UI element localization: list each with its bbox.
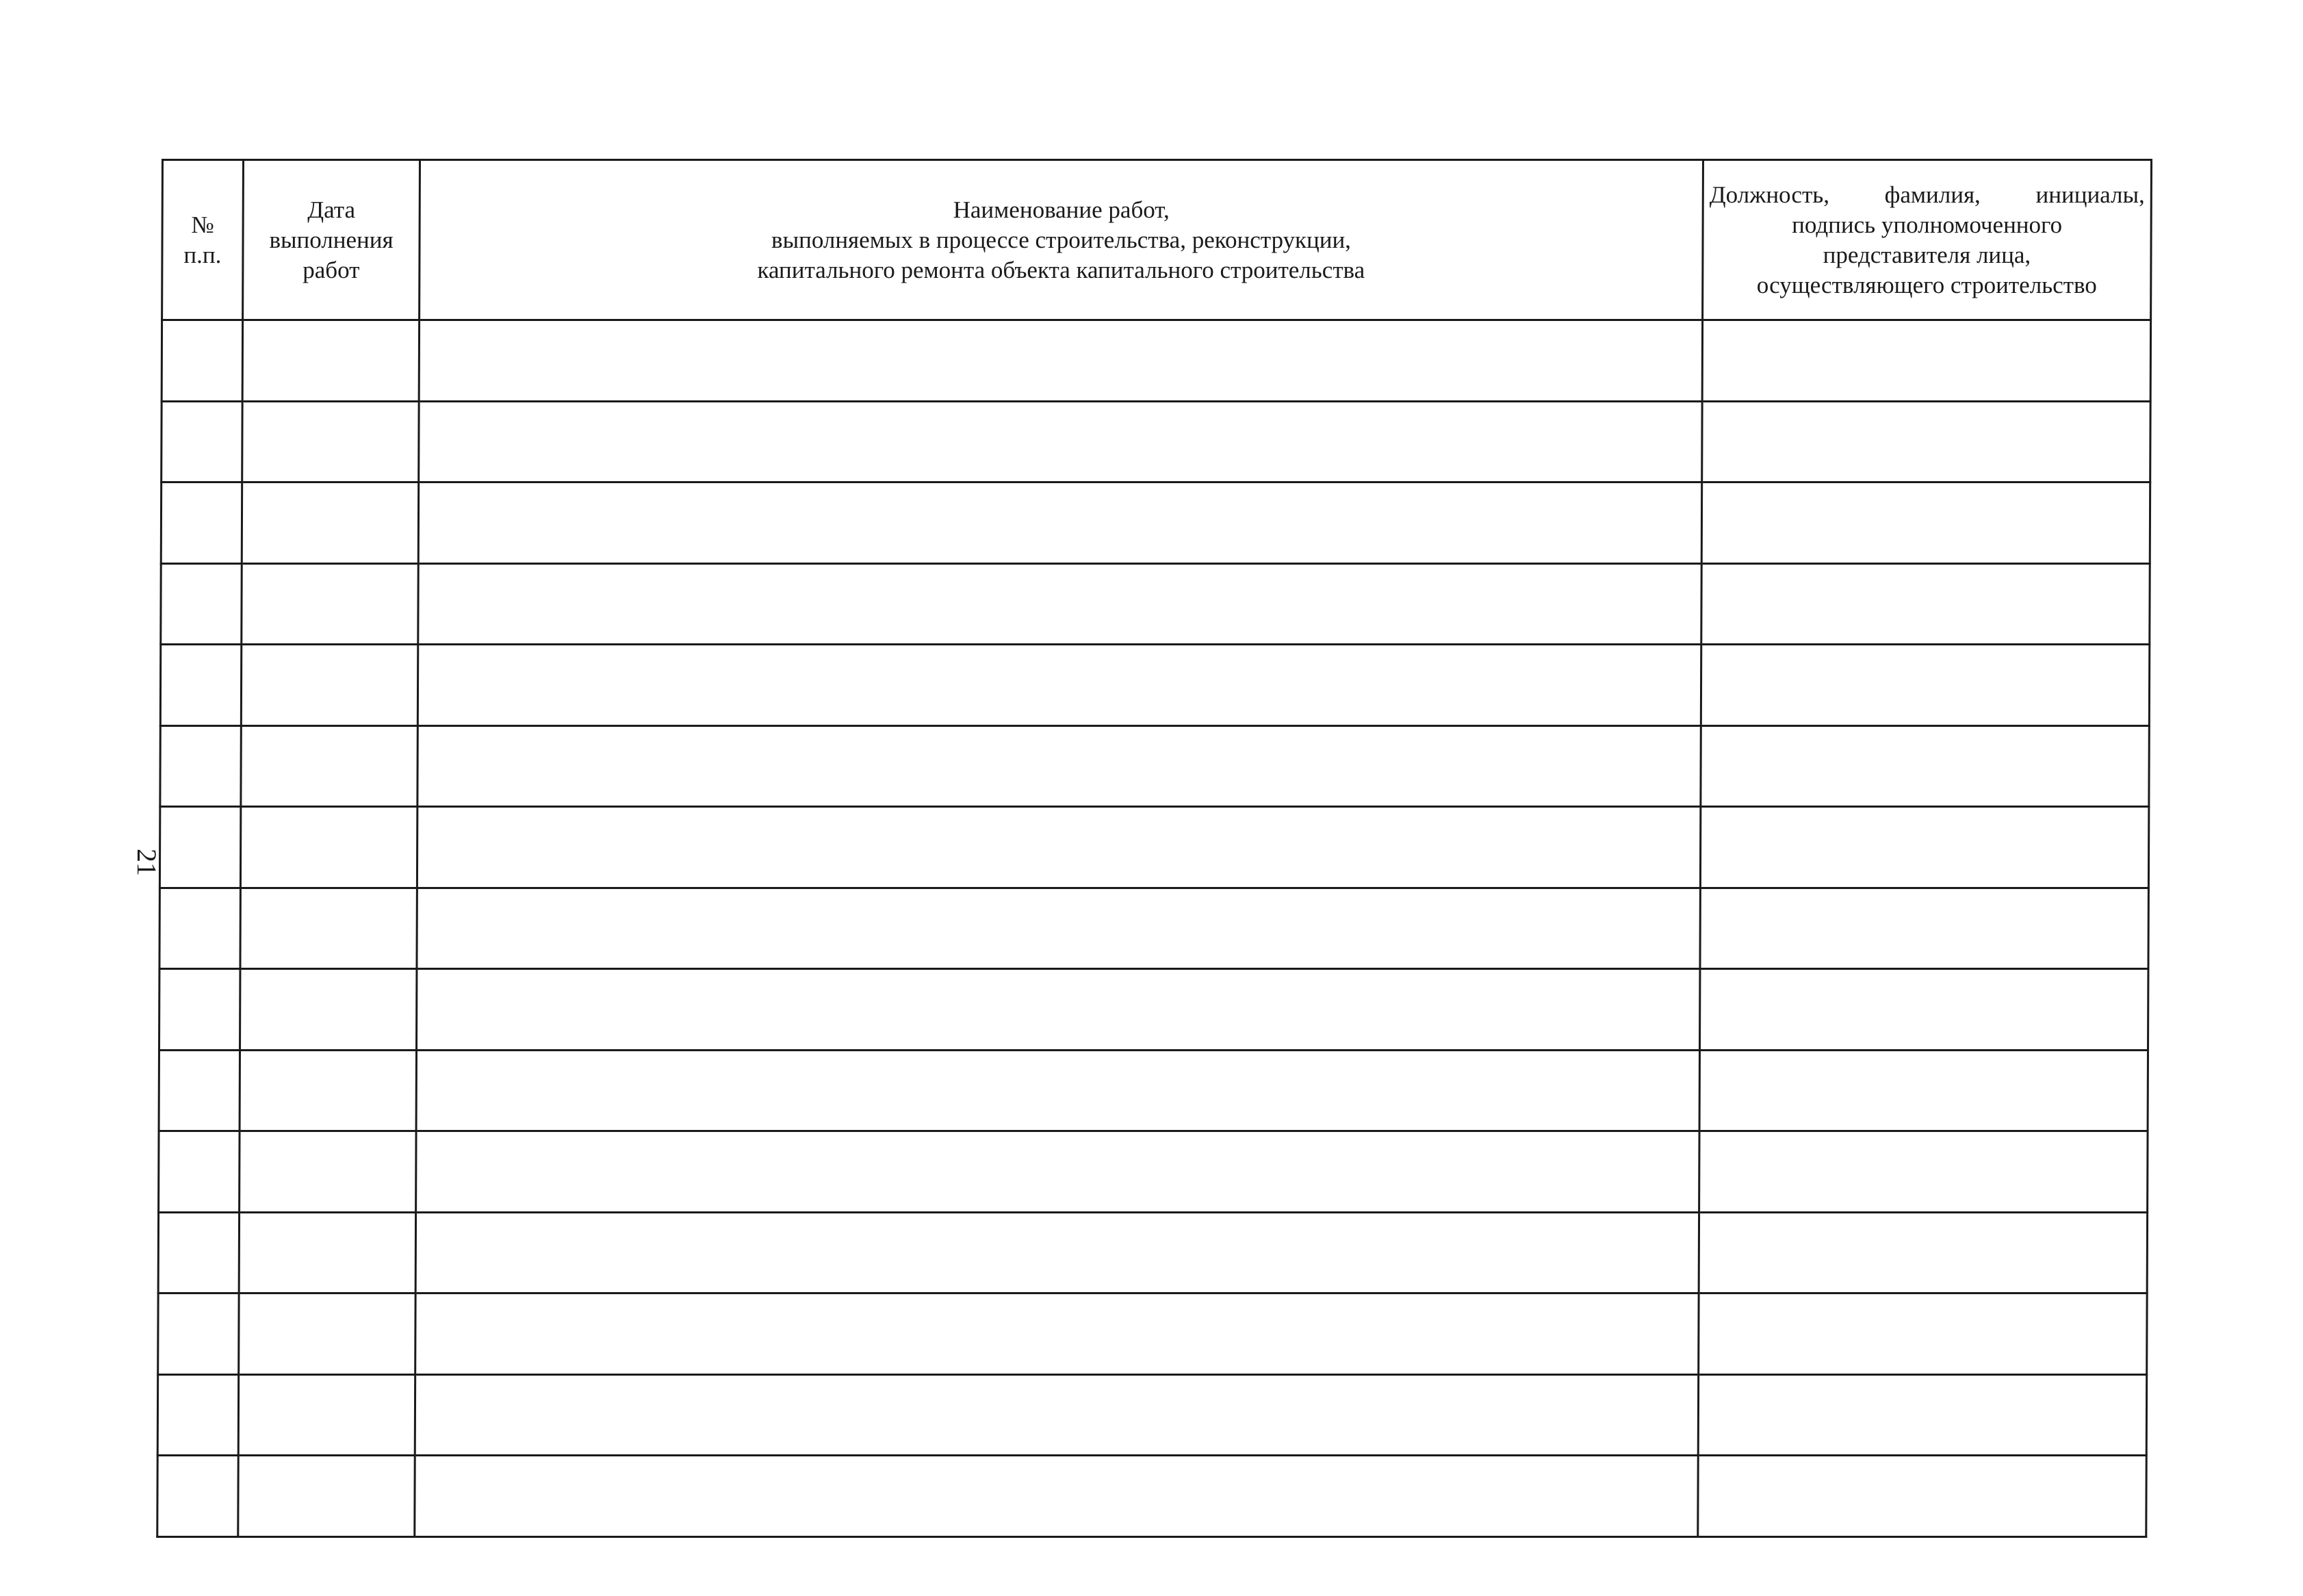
table-row <box>162 320 2150 402</box>
cell-date <box>242 320 419 402</box>
header-work-name-line: капитального ремонта объекта капитального строительства <box>757 256 1365 283</box>
cell-date <box>240 807 417 888</box>
cell-number <box>160 645 241 726</box>
header-number <box>162 160 244 320</box>
table-row <box>159 969 2148 1051</box>
cell-number <box>157 1374 238 1456</box>
cell-signatory <box>1701 482 2150 564</box>
cell-work-name <box>417 807 1700 888</box>
cell-date <box>240 888 417 969</box>
table-header <box>162 160 2152 320</box>
table-row <box>161 563 2150 645</box>
cell-work-name <box>415 1293 1699 1375</box>
cell-signatory <box>1698 1374 2146 1456</box>
cell-signatory <box>1702 401 2150 482</box>
cell-work-name <box>419 320 1702 402</box>
page-number: 21 <box>131 849 162 876</box>
cell-date <box>241 645 417 726</box>
cell-number <box>160 725 241 807</box>
table-body <box>157 320 2151 1537</box>
cell-signatory <box>1701 645 2149 726</box>
table-row <box>159 888 2148 969</box>
cell-date <box>240 969 417 1051</box>
header-signatory-line: осуществляющего строительство <box>1756 271 2097 298</box>
header-number-line: № <box>191 211 214 238</box>
cell-signatory <box>1699 1293 2147 1375</box>
cell-number <box>159 888 240 969</box>
table-row <box>162 401 2150 482</box>
table-row <box>160 725 2149 807</box>
cell-signatory <box>1698 1456 2146 1537</box>
cell-signatory <box>1699 1131 2148 1213</box>
cell-signatory <box>1699 1050 2148 1131</box>
cell-work-name <box>418 563 1701 645</box>
cell-work-name <box>415 1374 1698 1456</box>
cell-number <box>158 1212 239 1293</box>
table-row <box>157 1374 2146 1456</box>
table-row <box>159 1131 2148 1213</box>
cell-date <box>240 1050 416 1131</box>
cell-signatory <box>1700 807 2148 888</box>
cell-signatory <box>1700 888 2148 969</box>
cell-number <box>162 401 242 482</box>
cell-date <box>242 482 418 564</box>
header-signatory-line: представителя лица, <box>1823 241 2031 268</box>
cell-date <box>238 1374 415 1456</box>
cell-work-name <box>417 969 1700 1051</box>
cell-work-name <box>419 401 1702 482</box>
cell-date <box>238 1456 415 1537</box>
header-date-line: выполнения <box>269 226 394 253</box>
cell-number <box>159 969 240 1051</box>
work-journal-table <box>156 159 2152 1538</box>
header-date <box>243 160 420 320</box>
table-row <box>158 1293 2147 1375</box>
cell-number <box>159 1131 240 1213</box>
header-number-line: п.п. <box>183 241 222 268</box>
cell-work-name <box>415 1212 1699 1293</box>
table-row <box>159 807 2148 888</box>
cell-date <box>242 563 418 645</box>
header-row <box>162 160 2152 320</box>
header-work-name-line: Наименование работ, <box>953 196 1170 223</box>
cell-signatory <box>1701 563 2150 645</box>
cell-work-name <box>416 1131 1699 1213</box>
table-row <box>159 1050 2148 1131</box>
header-signatory-line: Должность, фамилия, инициалы, <box>1709 181 2145 208</box>
cell-number <box>159 1050 240 1131</box>
header-work-name-line: выполняемых в процессе строительства, реконструкции, <box>771 226 1352 253</box>
cell-signatory <box>1701 725 2149 807</box>
table-row <box>160 645 2149 726</box>
header-signatory-line: подпись уполномоченного <box>1792 211 2063 238</box>
header-work-name <box>420 160 1703 320</box>
cell-date <box>240 1131 416 1213</box>
cell-date <box>241 725 417 807</box>
cell-work-name <box>415 1456 1698 1537</box>
cell-number <box>157 1456 238 1537</box>
table-row <box>158 1212 2147 1293</box>
cell-work-name <box>418 482 1701 564</box>
cell-date <box>239 1293 415 1375</box>
cell-date <box>242 401 419 482</box>
cell-work-name <box>417 725 1701 807</box>
header-date-line: работ <box>303 256 360 283</box>
cell-number <box>158 1293 239 1375</box>
cell-work-name <box>417 888 1700 969</box>
cell-number <box>162 320 242 402</box>
table-row <box>161 482 2150 564</box>
cell-number <box>161 482 242 564</box>
cell-date <box>239 1212 415 1293</box>
header-date-line: Дата <box>307 196 356 223</box>
cell-signatory <box>1699 1212 2147 1293</box>
cell-work-name <box>417 645 1701 726</box>
table-row <box>157 1456 2146 1537</box>
cell-signatory <box>1700 969 2148 1051</box>
cell-work-name <box>416 1050 1699 1131</box>
cell-number <box>161 563 242 645</box>
cell-number <box>159 807 240 888</box>
cell-signatory <box>1702 320 2150 402</box>
header-signatory <box>1703 160 2152 320</box>
